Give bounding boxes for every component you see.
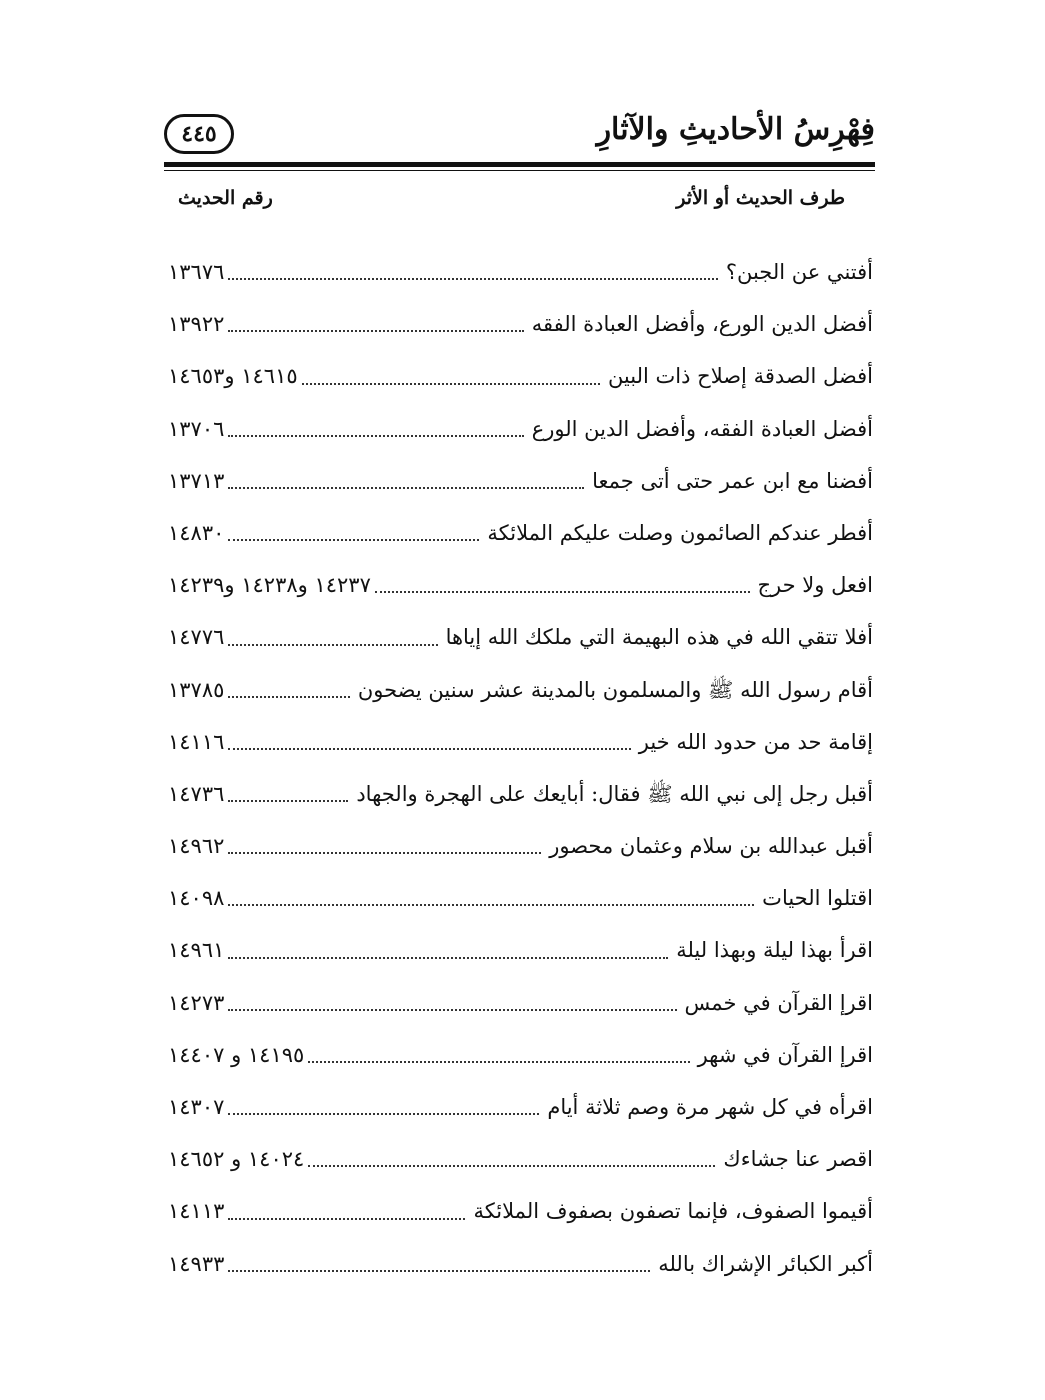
dot-leader <box>228 696 349 698</box>
entry-number: ١٣٧٨٥ <box>168 677 225 702</box>
running-title: فِهْرِسُ الأحاديثِ والآثارِ <box>596 112 875 147</box>
entry-text: اقرإ القرآن في خمس <box>684 990 873 1015</box>
index-entry <box>168 403 873 455</box>
entry-text: أقبل عبدالله بن سلام وعثمان محصور <box>549 834 873 859</box>
entry-text: أفطر عندكم الصائمون وصلت عليكم الملائكة <box>487 520 873 545</box>
index-entry <box>168 1081 873 1133</box>
dot-leader <box>375 591 750 593</box>
entry-number: ١٤١٩٥ و ١٤٤٠٧ <box>168 1042 305 1067</box>
entry-number: ١٤٧٧٦ <box>168 625 225 650</box>
dot-leader <box>228 957 668 959</box>
entry-number: ١٣٧١٣ <box>168 468 225 493</box>
index-entry <box>168 507 873 559</box>
header-rule-thick <box>164 162 875 167</box>
dot-leader <box>228 539 479 541</box>
dot-leader <box>228 748 630 750</box>
dot-leader <box>228 800 348 802</box>
header-rule-thin <box>164 170 875 171</box>
index-entry <box>168 298 873 350</box>
entry-number: ١٤٧٣٦ <box>168 781 225 806</box>
entry-text: أفلا تتقي الله في هذه البهيمة التي ملكك الله إياها <box>445 625 873 650</box>
entry-number: ١٣٦٧٦ <box>168 260 225 284</box>
dot-leader <box>228 435 523 437</box>
index-entry <box>168 559 873 611</box>
dot-leader <box>228 644 437 646</box>
index-entry <box>168 716 873 768</box>
dot-leader <box>228 1009 676 1011</box>
entry-number: ١٤٢٣٧ و١٤٢٣٨ و١٤٢٣٩ <box>168 573 371 598</box>
index-entry <box>168 872 873 924</box>
entry-number: ١٤٢٧٣ <box>168 990 225 1015</box>
entry-text: أكبر الكبائر الإشراك بالله <box>658 1251 873 1276</box>
entry-text: أفضنا مع ابن عمر حتى أتى جمعا <box>592 468 873 493</box>
index-entry <box>168 768 873 820</box>
entry-text: اقتلوا الحيات <box>762 886 873 911</box>
dot-leader <box>228 1113 539 1115</box>
dot-leader <box>308 1061 689 1063</box>
entry-number: ١٣٧٠٦ <box>168 416 225 441</box>
entry-number: ١٤٠٩٨ <box>168 886 225 911</box>
entry-number: ١٤٩٦٢ <box>168 834 225 859</box>
entry-text: أقبل رجل إلى نبي الله ﷺ فقال: أبايعك على الهجرة والجهاد <box>356 781 873 806</box>
page-number: ٤٤٥ <box>181 121 217 147</box>
column-head-hadith: طرف الحديث أو الأثر <box>676 187 845 209</box>
entry-number: ١٤٠٢٤ و ١٤٦٥٢ <box>168 1147 305 1172</box>
entry-text: أفضل الدين الورع، وأفضل العبادة الفقه <box>531 312 873 337</box>
dot-leader <box>302 383 600 385</box>
entry-number: ١٤٦١٥ و١٤٦٥٣ <box>168 364 298 389</box>
entry-text: أقيموا الصفوف، فإنما تصفون بصفوف الملائكة <box>473 1199 873 1224</box>
entry-number: ١٤٩٣٣ <box>168 1251 225 1276</box>
entry-text: افعل ولا حرج <box>757 573 873 598</box>
entry-text: اقرأ بهذا ليلة وبهذا ليلة <box>676 938 873 963</box>
entry-text: أقام رسول الله ﷺ والمسلمون بالمدينة عشر سنين يضحون <box>357 677 873 702</box>
entry-number: ١٤٣٠٧ <box>168 1095 225 1119</box>
entry-number: ١٤١١٣ <box>168 1199 225 1224</box>
index-entry <box>168 924 873 976</box>
index-entry <box>168 664 873 716</box>
column-head-number: رقم الحديث <box>178 187 273 209</box>
entry-text: اقرأه في كل شهر مرة وصم ثلاثة أيام <box>547 1095 873 1119</box>
index-entry <box>168 1133 873 1185</box>
entry-number: ١٤١١٦ <box>168 729 225 754</box>
page-number-badge <box>164 114 234 154</box>
dot-leader <box>228 852 541 854</box>
dot-leader <box>228 330 523 332</box>
entry-text: اقرإ القرآن في شهر <box>697 1042 873 1067</box>
dot-leader <box>228 1270 650 1272</box>
dot-leader <box>228 487 584 489</box>
entry-text: أفضل الصدقة إصلاح ذات البين <box>607 364 873 389</box>
dot-leader <box>228 904 754 906</box>
entry-number: ١٤٨٣٠ <box>168 520 225 545</box>
entry-text: أفضل العبادة الفقه، وأفضل الدين الورع <box>531 416 873 441</box>
index-entry <box>168 611 873 663</box>
dot-leader <box>308 1165 715 1167</box>
dot-leader <box>228 278 717 280</box>
entry-number: ١٤٩٦١ <box>168 938 225 963</box>
index-entry <box>168 246 873 298</box>
index-entry <box>168 350 873 402</box>
index-entry <box>168 1029 873 1081</box>
entry-text: أفتني عن الجبن؟ <box>725 260 873 284</box>
index-entry <box>168 1185 873 1237</box>
entry-number: ١٣٩٢٢ <box>168 312 225 337</box>
index-entry <box>168 1238 873 1290</box>
dot-leader <box>228 1218 465 1220</box>
entry-text: اقصر عنا جشاءك <box>723 1147 873 1172</box>
index-entry <box>168 455 873 507</box>
index-entry <box>168 977 873 1029</box>
index-entry <box>168 820 873 872</box>
entry-text: إقامة حد من حدود الله خير <box>638 729 873 754</box>
index-entries <box>168 246 873 1290</box>
